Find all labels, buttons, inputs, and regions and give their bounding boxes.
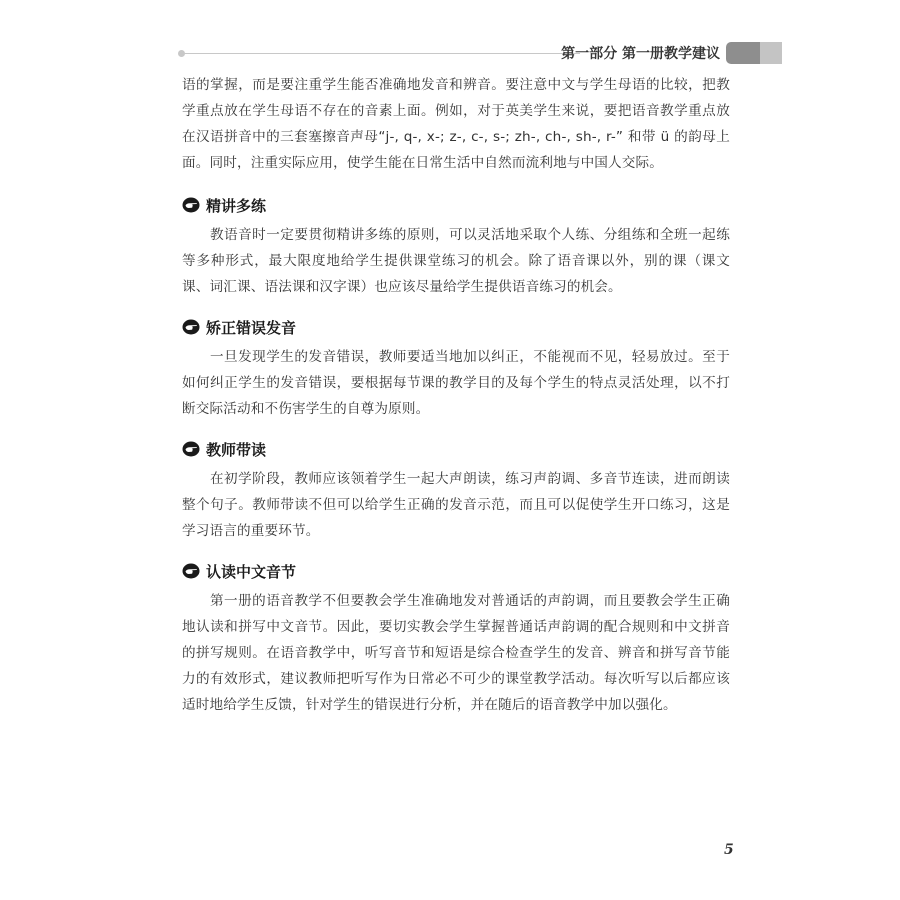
section-heading-3 [182,438,730,460]
pointing-hand-icon [182,441,200,457]
header-title: 第一部分 第一册教学建议 [561,46,720,62]
section-heading-text: 精讲多练 [206,196,267,215]
section-heading-4 [182,560,730,582]
section-paragraph: 一旦发现学生的发音错误，教师要适当地加以纠正，不能视而不见，轻易放过。至于如何纠正学生的发音错误，要根据每节课的教学目的及每个学生的特点灵活处理，以不打断交际活动和不伤害学生的自尊为原则。 [182,349,730,417]
section-paragraph: 在初学阶段，教师应该领着学生一起大声朗读，练习声韵调、多音节连读，进而朗读整个句子。教师带读不但可以给学生正确的发音示范，而且可以促使学生开口练习，这是学习语言的重要环节。 [182,471,730,539]
running-header [180,42,782,66]
section-heading-text: 教师带读 [206,440,267,459]
section-heading-text: 认读中文音节 [206,562,297,581]
pointing-hand-icon [182,563,200,579]
header-tab-light [760,42,782,64]
intro-paragraph: 语的掌握，而是要注重学生能否准确地发音和辨音。要注意中文与学生母语的比较，把教学重点放在学生母语不存在的音素上面。例如，对于英美学生来说，要把语音教学重点放在汉语拼音中的三套塞擦音声母“j-, q-, x-; z-, c-, s-; zh-, ch-, sh-, r-” 和带 ü 的韵母上面。同时，注重实际应用，使学生能在日常生活中自然而流利地与中国人交际。 [182,77,730,171]
page-number: 5 [724,842,734,858]
section-heading-2 [182,316,730,338]
section-paragraph: 教语音时一定要贯彻精讲多练的原则，可以灵活地采取个人练、分组练和全班一起练等多种形式，最大限度地给学生提供课堂练习的机会。除了语音课以外，别的课（课文课、词汇课、语法课和汉字课）也应该尽量给学生提供语音练习的机会。 [182,227,730,295]
section-heading-text: 矫正错误发音 [206,318,297,337]
pointing-hand-icon [182,197,200,213]
header-tab-dark [726,42,760,64]
page-body [182,72,730,718]
pointing-hand-icon [182,319,200,335]
section-paragraph: 第一册的语音教学不但要教会学生准确地发对普通话的声韵调，而且要教会学生正确地认读和拼写中文音节。因此，要切实教会学生掌握普通话声韵调的配合规则和中文拼音的拼写规则。在语音教学中，听写音节和短语是综合检查学生的发音、辨音和拼写音节能力的有效形式，建议教师把听写作为日常必不可少的课堂教学活动。每次听写以后都应该适时地给学生反馈，针对学生的错误进行分析，并在随后的语音教学中加以强化。 [182,593,730,713]
header-rule [180,53,580,54]
section-heading-1 [182,194,730,216]
